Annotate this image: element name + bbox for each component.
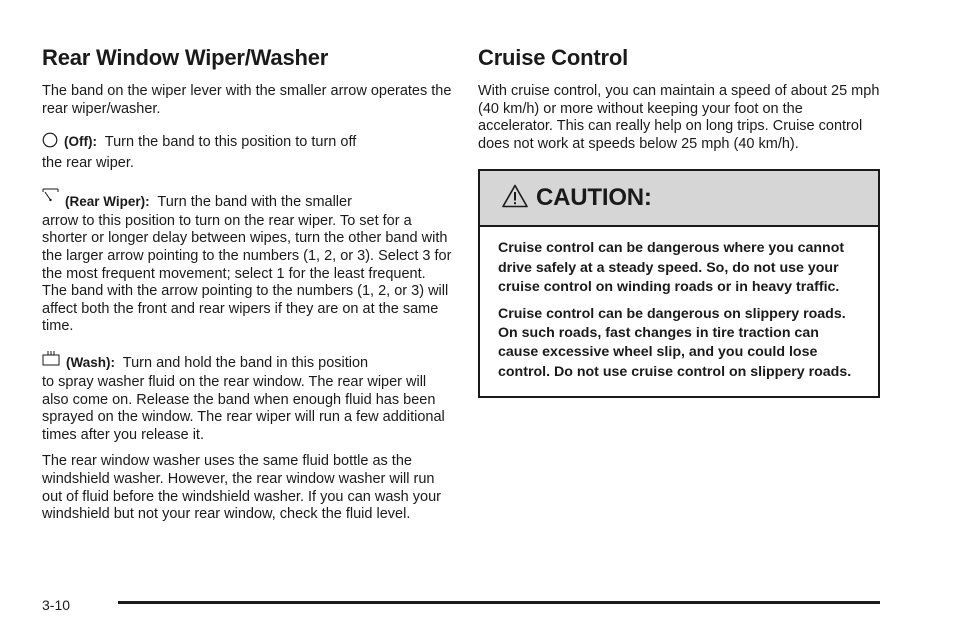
rear-wiper-section xyxy=(42,44,452,532)
off-setting xyxy=(42,131,452,173)
cruise-control-section xyxy=(478,44,880,398)
warning-triangle-icon xyxy=(502,184,528,213)
caution-header xyxy=(480,171,878,227)
caution-paragraph-2: Cruise control can be dangerous on slippery roads. On such roads, fast changes in tire traction can cause excessive wheel slip, and you could lose control. Do not use cruise control on slippery roads. xyxy=(498,305,852,380)
rear-wiper-intro: The band on the wiper lever with the smaller arrow operates the rear wiper/washer. xyxy=(42,83,452,117)
cruise-control-intro: With cruise control, you can maintain a speed of about 25 mph (40 km/h) or more without keeping your foot on the accelerator. This can really help on long trips. Cruise control does not work at speeds below 25 mph (40 km/h). xyxy=(478,83,880,152)
wash-setting xyxy=(42,350,452,444)
caution-paragraph-1: Cruise control can be dangerous where you cannot drive safely at a steady speed. So, do not use your cruise control on winding roads or in heavy traffic. xyxy=(498,240,845,296)
wash-text-rest: to spray washer fluid on the rear window. The rear wiper will also come on. Release the band when enough fluid has been sprayed on the window. The rear wiper will run a few additional times after you release it. xyxy=(42,373,445,443)
rear-wiper-text-rest: arrow to this position to turn on the rear wiper. To set for a shorter or longer delay between wipes, turn the other band with the larger arrow pointing to the numbers (1, 2, or 3). Select 3 for the most frequent movement; select 1 for the least frequent. The band with the arrow pointing to the numbers (1, 2, or 3) will affect both the front and rear wipers if they are on at the same time. xyxy=(42,212,452,335)
washer-icon xyxy=(42,350,60,373)
rear-wiper-heading: Rear Window Wiper/Washer xyxy=(42,45,329,70)
rear-wiper-setting xyxy=(42,187,452,336)
wash-label: (Wash): xyxy=(66,354,115,370)
rear-wiper-icon xyxy=(42,187,59,209)
rear-wiper-label: (Rear Wiper): xyxy=(65,193,150,209)
circle-off-icon xyxy=(42,132,58,155)
rear-wiper-text-line1: Turn the band with the smaller xyxy=(157,193,352,210)
cruise-control-heading: Cruise Control xyxy=(478,45,628,70)
off-text-rest: the rear wiper. xyxy=(42,155,134,172)
page-number: 3-10 xyxy=(42,597,71,613)
caution-box xyxy=(478,169,880,398)
off-text-line1: Turn the band to this position to turn off xyxy=(104,134,357,151)
fluid-note: The rear window washer uses the same fluid bottle as the windshield washer. However, the rear window washer will run out of fluid before the windshield washer. If you can wash your windshield but not your rear window, check the fluid level. xyxy=(42,453,441,523)
footer-rule xyxy=(118,601,880,604)
caution-body xyxy=(480,227,878,396)
caution-title: CAUTION: xyxy=(536,184,652,212)
off-label: (Off): xyxy=(64,134,97,150)
wash-text-line1: Turn and hold the band in this position xyxy=(122,354,369,371)
